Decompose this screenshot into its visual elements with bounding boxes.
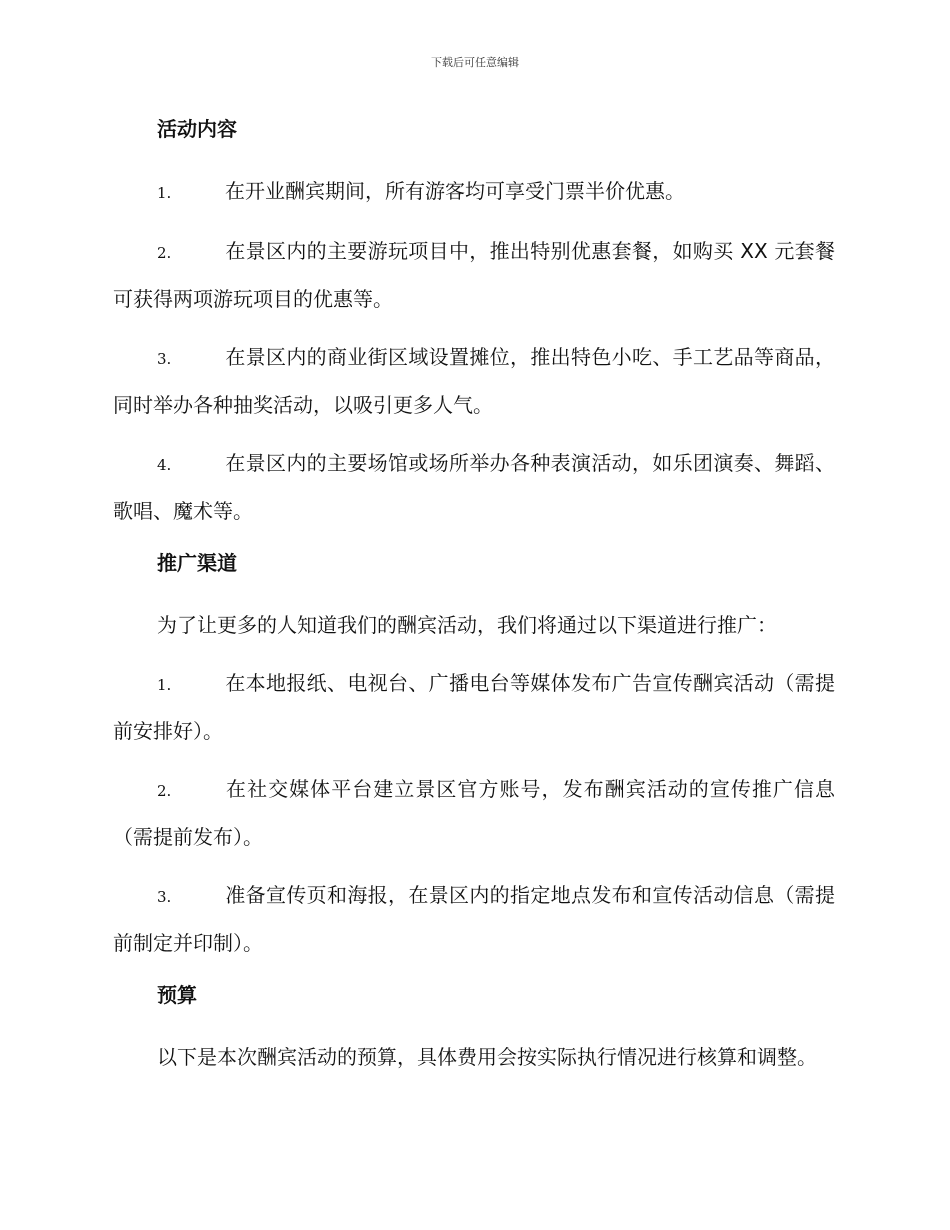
- list-item-number: 3.: [157, 350, 172, 368]
- list-item: [113, 440, 835, 534]
- list-item-number: 4.: [157, 456, 172, 474]
- header-note: 下载后可任意编辑: [431, 56, 519, 69]
- list-item: [113, 334, 835, 428]
- list-item-text: 在景区内的主要场馆或场所举办各种表演活动，如乐团演奏、舞蹈、歌唱、魔术等。: [113, 451, 835, 523]
- list-item-text: 在景区内的商业街区域设置摊位，推出特色小吃、手工艺品等商品，同时举办各种抽奖活动，以吸引更多人气。: [113, 345, 835, 417]
- list-item-number: 1.: [157, 676, 172, 694]
- list-item-number: 3.: [157, 888, 172, 906]
- list-item: [113, 228, 835, 322]
- section-title-activity-content: 活动内容: [157, 117, 237, 141]
- list-item: [113, 766, 835, 860]
- list-item-number: 2.: [157, 782, 172, 800]
- list-item-text: 在本地报纸、电视台、广播电台等媒体发布广告宣传酬宾活动（需提前安排好）。: [113, 671, 835, 743]
- list-item-text: 在开业酬宾期间，所有游客均可享受门票半价优惠。: [225, 179, 685, 203]
- list-item-text: 在社交媒体平台建立景区官方账号，发布酬宾活动的宣传推广信息（需提前发布）。: [113, 777, 835, 849]
- list-item-text: 在景区内的主要游玩项目中，推出特别优惠套餐，如购买 XX 元套餐可获得两项游玩项目的优惠等。: [113, 239, 835, 311]
- list-item-number: 1.: [157, 184, 172, 202]
- section-intro-paragraph: 以下是本次酬宾活动的预算，具体费用会按实际执行情况进行核算和调整。: [157, 1045, 817, 1069]
- list-item-text: 准备宣传页和海报，在景区内的指定地点发布和宣传活动信息（需提前制定并印制）。: [113, 883, 835, 955]
- document-body: [113, 112, 835, 1092]
- list-item: [113, 872, 835, 966]
- section-title-budget: 预算: [157, 983, 197, 1007]
- list-item: [113, 660, 835, 754]
- list-item-number: 2.: [157, 244, 172, 262]
- section-title-promotion-channels: 推广渠道: [157, 551, 237, 575]
- list-item: [113, 168, 835, 216]
- section-intro-paragraph: 为了让更多的人知道我们的酬宾活动，我们将通过以下渠道进行推广：: [157, 613, 777, 637]
